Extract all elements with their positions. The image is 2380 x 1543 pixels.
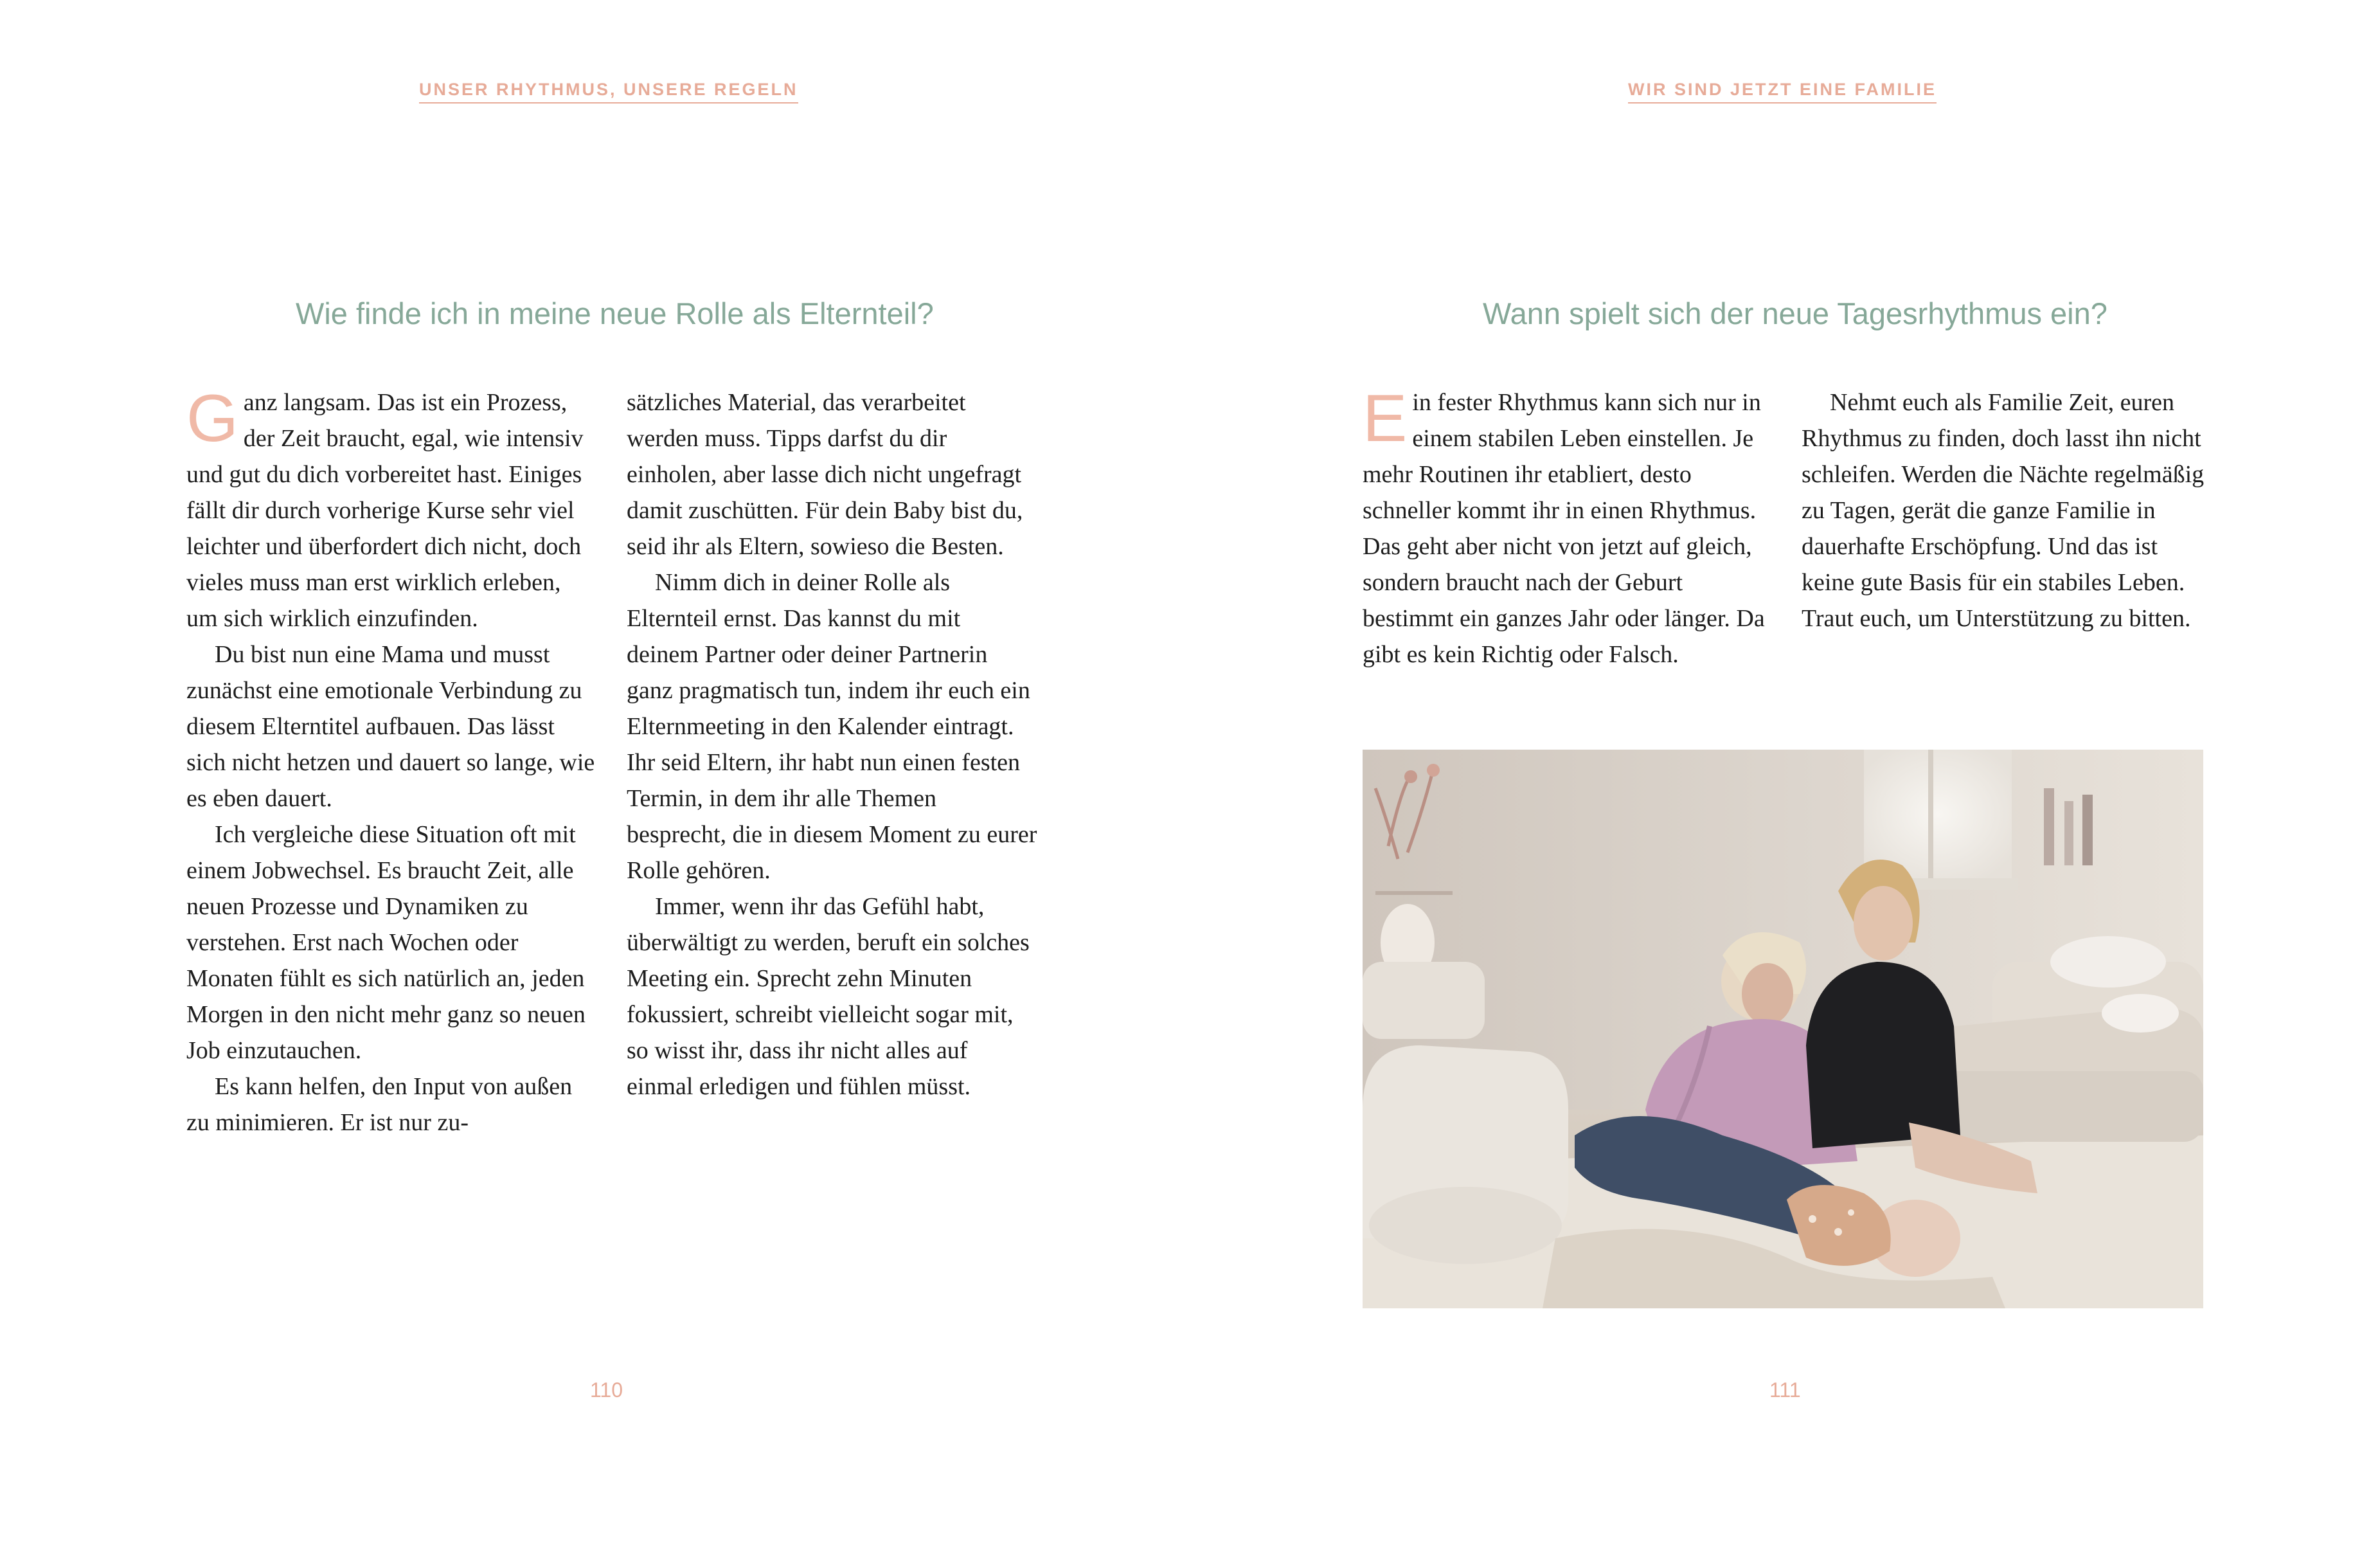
paragraph [186, 381, 598, 636]
right-page [1190, 0, 2380, 1543]
paragraph: Nimm dich in deiner Rolle als Elternteil ernst. Das kannst du mit deinem Partner oder deiner Partnerin ganz pragmatisch tun, indem ihr euch ein Elternmeeting in den Kalender eintragt. Ihr seid Eltern, ihr habt nun einen festen Termin, in dem ihr alle Themen besprecht, die in diesem Moment zu eurer Rolle gehören. [627, 569, 1037, 884]
paragraph: Ich vergleiche diese Situation oft mit einem Jobwechsel. Es braucht Zeit, alle neuen Prozesse und Dynamiken zu verstehen. Erst nach Wochen oder Monaten fühlt es sich natürlich an, jeden Morgen in den nicht mehr ganz so neuen Job einzutauchen. [186, 821, 586, 1064]
text-column-left [1363, 381, 1774, 672]
paragraph: Nehmt euch als Familie Zeit, euren Rhythmus zu finden, doch lasst ihn nicht schleifen. Werden die Nächte regelmäßig zu Tagen, gerät die ganze Familie in dauerhafte Erschöpfung. Und das ist keine gute Basis für ein stabiles Leben. Traut euch, um Unterstützung zu bitten. [1802, 389, 2205, 632]
paragraph-text: anz langsam. Das ist ein Prozess, der Zeit braucht, egal, wie intensiv und gut du dich vorbereitet hast. Einiges fällt dir durch vorherige Kurse sehr viel leichter und überfordert dich nicht, doch vieles muss man erst wirklich erleben, um sich wirklich einzufinden. [186, 389, 584, 632]
text-column-left [186, 381, 598, 1141]
page-number: 111 [1769, 1378, 1801, 1402]
paragraph: Du bist nun eine Mama und musst zunächst eine emotionale Verbindung zu diesem Elterntitel aufbauen. Das lässt sich nicht hetzen und dauert so lange, wie es eben dauert. [186, 641, 595, 812]
paragraph: Es kann helfen, den Input von außen zu minimieren. Er ist nur zu- [186, 1073, 573, 1136]
paragraph-text: in fester Rhythmus kann sich nur in einem stabilen Leben einstellen. Je mehr Routinen ihr etabliert, desto schneller kommt ihr in einen Rhythmus. Das geht aber nicht von jetzt auf gleich, sondern braucht nach der Geburt bestimmt ein ganzes Jahr oder länger. Da gibt es kein Richtig oder Falsch. [1363, 389, 1765, 668]
text-column-right [1802, 384, 2213, 636]
page-number: 110 [590, 1378, 623, 1402]
paragraph: sätzliches Material, das verarbeitet werden muss. Tipps darfst du dir einholen, aber lasse dich nicht ungefragt damit zuschütten. Für dein Baby bist du, seid ihr als Eltern, sowieso die Besten. [627, 389, 1023, 560]
paragraph [1363, 381, 1774, 672]
section-title: Wann spielt sich der neue Tagesrhythmus ein? [1483, 296, 2107, 330]
running-header: WIR SIND JETZT EINE FAMILIE [1628, 80, 1937, 104]
drop-cap: G [186, 381, 238, 456]
running-header: UNSER RHYTHMUS, UNSERE REGELN [419, 80, 798, 104]
paragraph: Immer, wenn ihr das Gefühl habt, überwältigt zu werden, beruft ein solches Meeting ein. Sprecht zehn Minuten fokussiert, schreibt vielleicht sogar mit, so wisst ihr, dass ihr nicht alles auf einmal erledigen und fühlen müsst. [627, 893, 1030, 1100]
drop-cap: E [1363, 381, 1408, 456]
family-photo [1363, 750, 2203, 1308]
text-column-right [627, 384, 1038, 1105]
section-title: Wie finde ich in meine neue Rolle als Elternteil? [296, 296, 934, 330]
